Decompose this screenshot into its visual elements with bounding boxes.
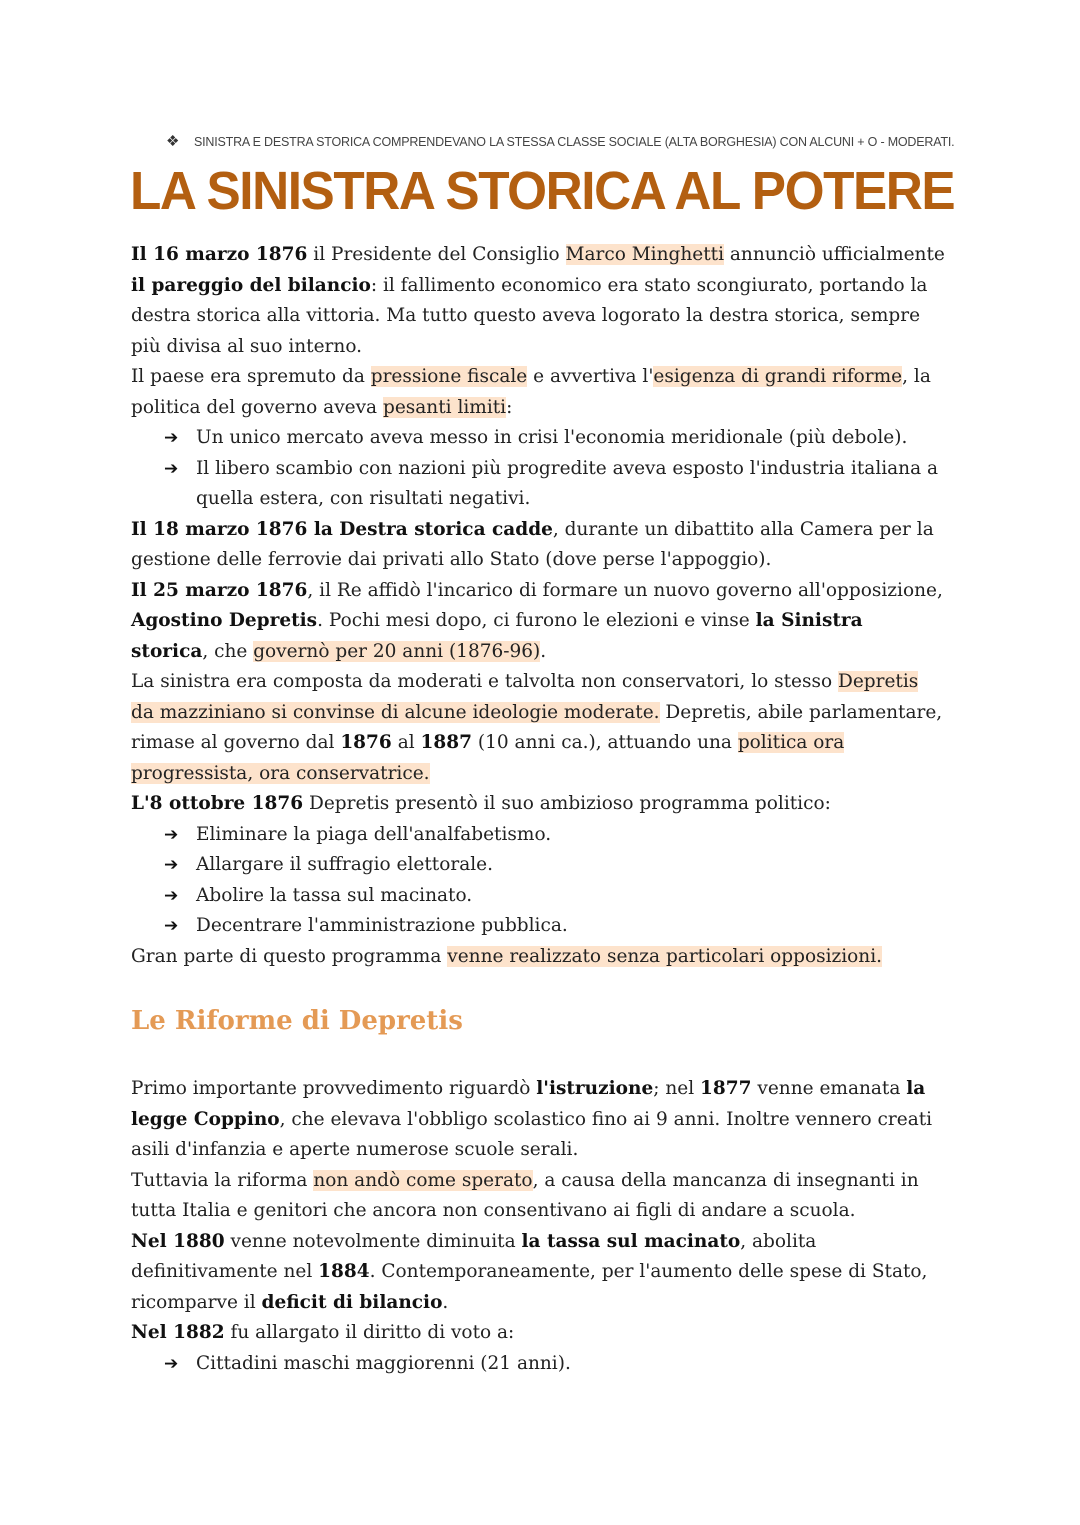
list-limiti xyxy=(131,423,946,515)
page-title: LA SINISTRA STORICA AL POTERE xyxy=(130,161,955,221)
paragraph-depretis: Il 25 marzo 1876, il Re affidò l'incarico di formare un nuovo governo all'opposizione, Agostino Depretis. Pochi mesi dopo, ci furono le elezioni e vinse la Sinistra storica, che governò per 20 anni (1876-96). xyxy=(131,579,943,662)
list-voto xyxy=(131,1349,946,1380)
arrow-icon: ➔ xyxy=(164,458,179,479)
list-item: ➔ Il libero scambio con nazioni più progredite aveva esposto l'industria italiana a quella estera, con risultati negativi. xyxy=(164,454,946,515)
arrow-icon: ➔ xyxy=(164,885,179,906)
paragraph-minghetti: Il 16 marzo 1876 il Presidente del Consiglio Marco Minghetti annunciò ufficialmente il pareggio del bilancio: il fallimento economico era stato scongiurato, portando la destra storica alla vittoria. Ma tutto questo aveva logorato la destra storica, sempre più divisa al suo interno. xyxy=(131,244,945,357)
paragraph-voto: Nel 1882 fu allargato il diritto di voto a: xyxy=(131,1322,515,1343)
paragraph-realizzato: Gran parte di questo programma venne realizzato senza particolari opposizioni. xyxy=(131,945,883,967)
paragraph-riforma: Tuttavia la riforma non andò come sperato, a causa della mancanza di insegnanti in tutta Italia e genitori che ancora non consentivano ai figli di andare a scuola. xyxy=(131,1169,919,1221)
diamond-bullet-icon: ❖ xyxy=(166,133,180,150)
list-item: ➔ Abolire la tassa sul macinato. xyxy=(164,881,946,912)
list-item: ➔ Un unico mercato aveva messo in crisi l'economia meridionale (più debole). xyxy=(164,423,946,454)
arrow-icon: ➔ xyxy=(164,855,179,875)
paragraph-macinato: Nel 1880 venne notevolmente diminuita la tassa sul macinato, abolita definitivamente nel 1884. Contemporaneamente, per l'aumento delle spese di Stato, ricomparve il deficit di bilancio. xyxy=(131,1230,928,1313)
arrow-icon: ➔ xyxy=(164,428,179,448)
list-item: ➔ Eliminare la piaga dell'analfabetismo. xyxy=(164,820,946,851)
arrow-icon: ➔ xyxy=(164,1353,179,1374)
section-heading: Le Riforme di Depretis xyxy=(131,1006,463,1036)
list-item: ➔ Allargare il suffragio elettorale. xyxy=(164,850,946,881)
top-note-text: SINISTRA E DESTRA STORICA COMPRENDEVANO LA STESSA CLASSE SOCIALE (ALTA BORGHESIA) CON ALCUNI + O - MODERATI. xyxy=(194,135,955,149)
arrow-icon: ➔ xyxy=(164,916,179,936)
paragraph-sinistra: La sinistra era composta da moderati e talvolta non conservatori, lo stesso Depretis da mazziniano si convinse di alcune ideologie moderate. Depretis, abile parlamentare, rimase al governo dal 1876 al 1887 (10 anni ca.), attuando una politica ora progressista, ora conservatrice. xyxy=(131,671,943,784)
paragraph-pressione: Il paese era spremuto da pressione fiscale e avvertiva l'esigenza di grandi riforme, la politica del governo aveva pesanti limiti: xyxy=(131,366,931,418)
list-programma xyxy=(131,820,946,942)
list-item: ➔ Cittadini maschi maggiorenni (21 anni). xyxy=(164,1349,946,1380)
paragraph-caduta: Il 18 marzo 1876 la Destra storica cadde, durante un dibattito alla Camera per la gestione delle ferrovie dai privati allo Stato (dove perse l'appoggio). xyxy=(131,518,934,570)
arrow-icon: ➔ xyxy=(164,824,179,845)
paragraph-istruzione: Primo importante provvedimento riguardò l'istruzione; nel 1877 venne emanata la legge Coppino, che elevava l'obbligo scolastico fino ai 9 anni. Inoltre vennero creati asili d'infanzia e aperte numerose scuole serali. xyxy=(131,1078,933,1160)
top-note xyxy=(166,132,1046,150)
list-item: ➔ Decentrare l'amministrazione pubblica. xyxy=(164,911,946,942)
riforme-text xyxy=(131,1074,946,1379)
main-text xyxy=(131,240,946,972)
paragraph-programma: L'8 ottobre 1876 Depretis presentò il suo ambizioso programma politico: xyxy=(131,793,831,814)
